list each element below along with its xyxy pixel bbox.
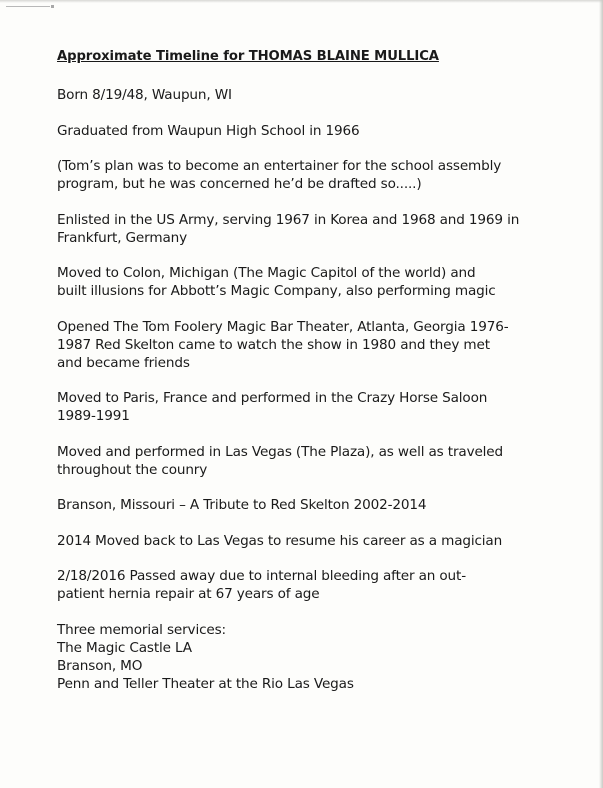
entry-line: built illusions for Abbott’s Magic Company, also performing magic xyxy=(57,283,496,299)
entry-line: 1987 Red Skelton came to watch the show in 1980 and they met xyxy=(57,336,490,353)
timeline-entry-born xyxy=(57,86,547,104)
memorial-item: Penn and Teller Theater at the Rio Las Vegas xyxy=(57,675,354,692)
entry-line: Graduated from Waupun High School in 1966 xyxy=(57,122,360,139)
entry-line: Enlisted in the US Army, serving 1967 in Korea and 1968 and 1969 in xyxy=(57,211,520,228)
timeline-entry-atlanta xyxy=(57,318,547,372)
scan-edge-right xyxy=(599,0,603,788)
memorial-item: The Magic Castle LA xyxy=(57,639,192,656)
entry-line: Moved to Paris, France and performed in the Crazy Horse Saloon xyxy=(57,390,488,406)
memorial-services xyxy=(57,621,547,693)
entry-line: (Tom’s plan was to become an entertainer for the school assembly xyxy=(57,158,502,174)
timeline-document xyxy=(57,48,547,693)
timeline-entry-passed-away xyxy=(57,567,547,603)
timeline-entry-graduated xyxy=(57,122,547,140)
entry-line: Born 8/19/48, Waupun, WI xyxy=(57,87,232,103)
entry-line: Moved and performed in Las Vegas (The Plaza), as well as traveled xyxy=(57,443,503,460)
scan-mark xyxy=(6,6,50,10)
memorial-heading: Three memorial services: xyxy=(57,621,226,638)
timeline-entry-plan xyxy=(57,157,547,193)
timeline-entry-army xyxy=(57,211,547,247)
entry-line: Moved to Colon, Michigan (The Magic Capitol of the world) and xyxy=(57,265,476,281)
timeline-entry-paris xyxy=(57,389,547,425)
document-title: Approximate Timeline for THOMAS BLAINE MULLICA xyxy=(57,49,439,64)
memorial-item: Branson, MO xyxy=(57,657,143,674)
timeline-entry-michigan xyxy=(57,264,547,300)
scan-edge-top xyxy=(0,0,603,3)
entry-line: Branson, Missouri – A Tribute to Red Skelton 2002-2014 xyxy=(57,497,427,513)
entry-line: and became friends xyxy=(57,354,190,371)
timeline-entry-branson xyxy=(57,496,547,514)
entry-line: 2/18/2016 Passed away due to internal bleeding after an out- xyxy=(57,568,466,584)
entry-line: Opened The Tom Foolery Magic Bar Theater, Atlanta, Georgia 1976- xyxy=(57,318,509,335)
entry-line: program, but he was concerned he’d be drafted so.....) xyxy=(57,176,422,192)
timeline-entry-return xyxy=(57,532,547,550)
entry-line: patient hernia repair at 67 years of age xyxy=(57,586,320,602)
entry-line: throughout the counry xyxy=(57,461,208,478)
entry-line: 1989-1991 xyxy=(57,408,130,424)
timeline-entry-las-vegas xyxy=(57,443,547,479)
entry-line: 2014 Moved back to Las Vegas to resume his career as a magician xyxy=(57,532,503,549)
entry-line: Frankfurt, Germany xyxy=(57,229,187,246)
